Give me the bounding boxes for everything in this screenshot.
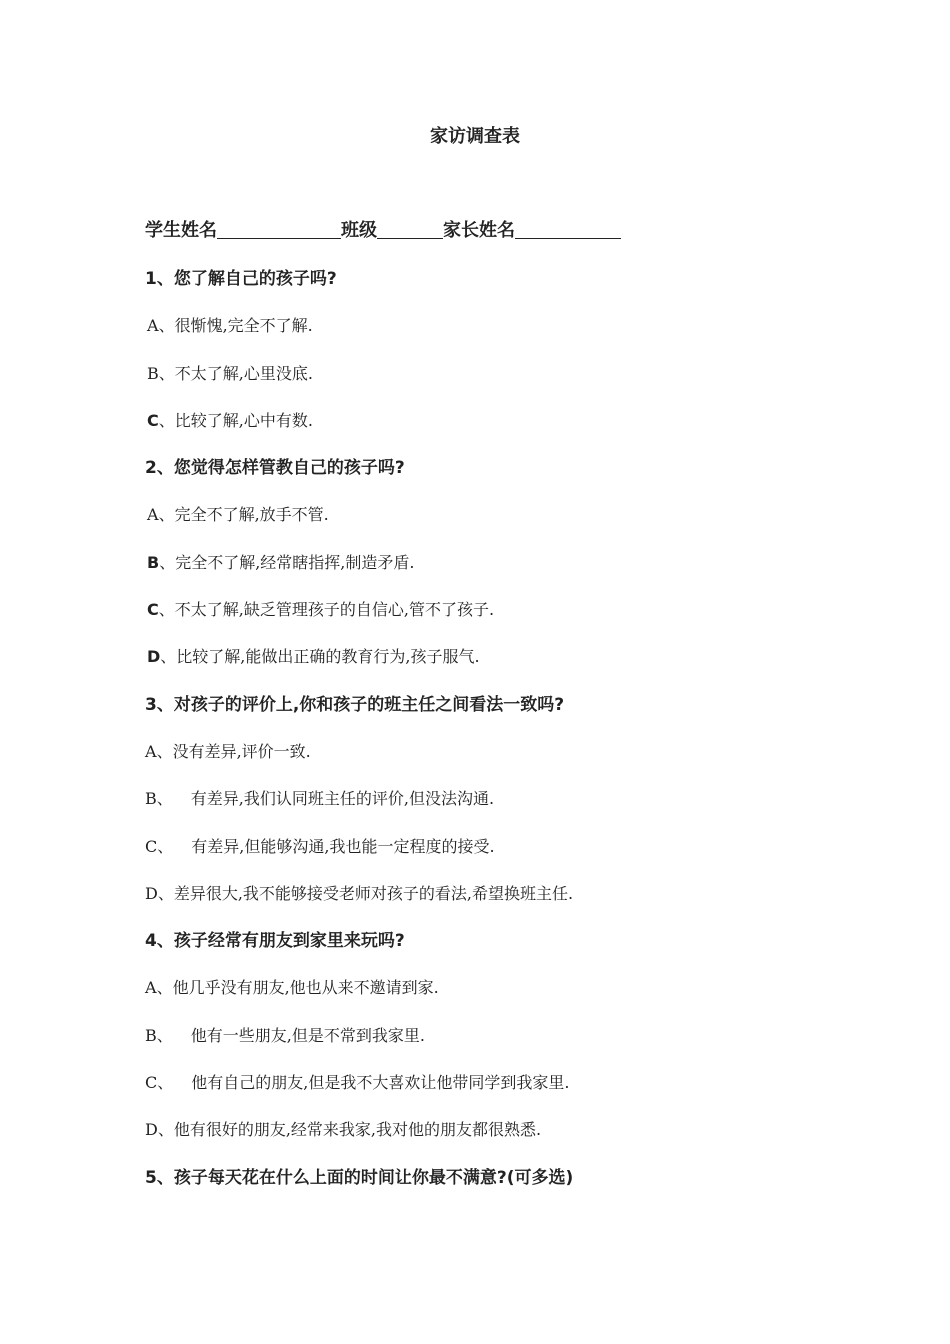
- question-2-option-c: C、不太了解,缺乏管理孩子的自信心,管不了孩子.: [147, 600, 495, 620]
- question-2-option-a: A、完全不了解,放手不管.: [147, 505, 329, 525]
- question-5: 5、孩子每天花在什么上面的时间让你最不满意?(可多选): [145, 1167, 574, 1188]
- question-1-option-b: B、不太了解,心里没底.: [147, 363, 313, 383]
- class-label: 班级: [341, 220, 377, 241]
- question-1-option-c: C、比较了解,心中有数.: [147, 410, 313, 430]
- question-3-option-a: A、没有差异,评价一致.: [145, 741, 311, 761]
- question-4-option-d: D、他有很好的朋友,经常来我家,我对他的朋友都很熟悉.: [145, 1120, 542, 1140]
- question-list: [145, 266, 865, 1212]
- question-2-option-d: D、比较了解,能做出正确的教育行为,孩子服气.: [147, 647, 480, 667]
- question-4-option-b: B、 他有一些朋友,但是不常到我家里.: [145, 1025, 425, 1045]
- question-4-option-a: A、他几乎没有朋友,他也从来不邀请到家.: [145, 978, 439, 998]
- question-4: 4、孩子经常有朋友到家里来玩吗?: [145, 931, 405, 952]
- student-name-label: 学生姓名: [145, 220, 217, 241]
- question-3-option-b: B、 有差异,我们认同班主任的评价,但没法沟通.: [145, 789, 495, 809]
- class-blank: [377, 218, 443, 239]
- question-3: 3、对孩子的评价上,你和孩子的班主任之间看法一致吗?: [145, 694, 565, 715]
- question-1: 1、您了解自己的孩子吗?: [145, 269, 337, 289]
- parent-name-label: 家长姓名: [443, 220, 515, 241]
- question-4-option-c: C、 他有自己的朋友,但是我不大喜欢让他带同学到我家里.: [145, 1073, 570, 1093]
- question-2: 2、您觉得怎样管教自己的孩子吗?: [145, 458, 405, 479]
- student-name-blank: [217, 218, 341, 239]
- question-2-option-b: B、完全不了解,经常瞎指挥,制造矛盾.: [147, 552, 415, 572]
- question-3-option-d: D、差异很大,我不能够接受老师对孩子的看法,希望换班主任.: [145, 883, 574, 903]
- student-info-line: [145, 218, 621, 244]
- page-title: 家访调查表: [430, 126, 520, 147]
- question-1-option-a: A、很惭愧,完全不了解.: [147, 316, 313, 336]
- question-3-option-c: C、 有差异,但能够沟通,我也能一定程度的接受.: [145, 836, 495, 856]
- parent-name-blank: [515, 218, 621, 239]
